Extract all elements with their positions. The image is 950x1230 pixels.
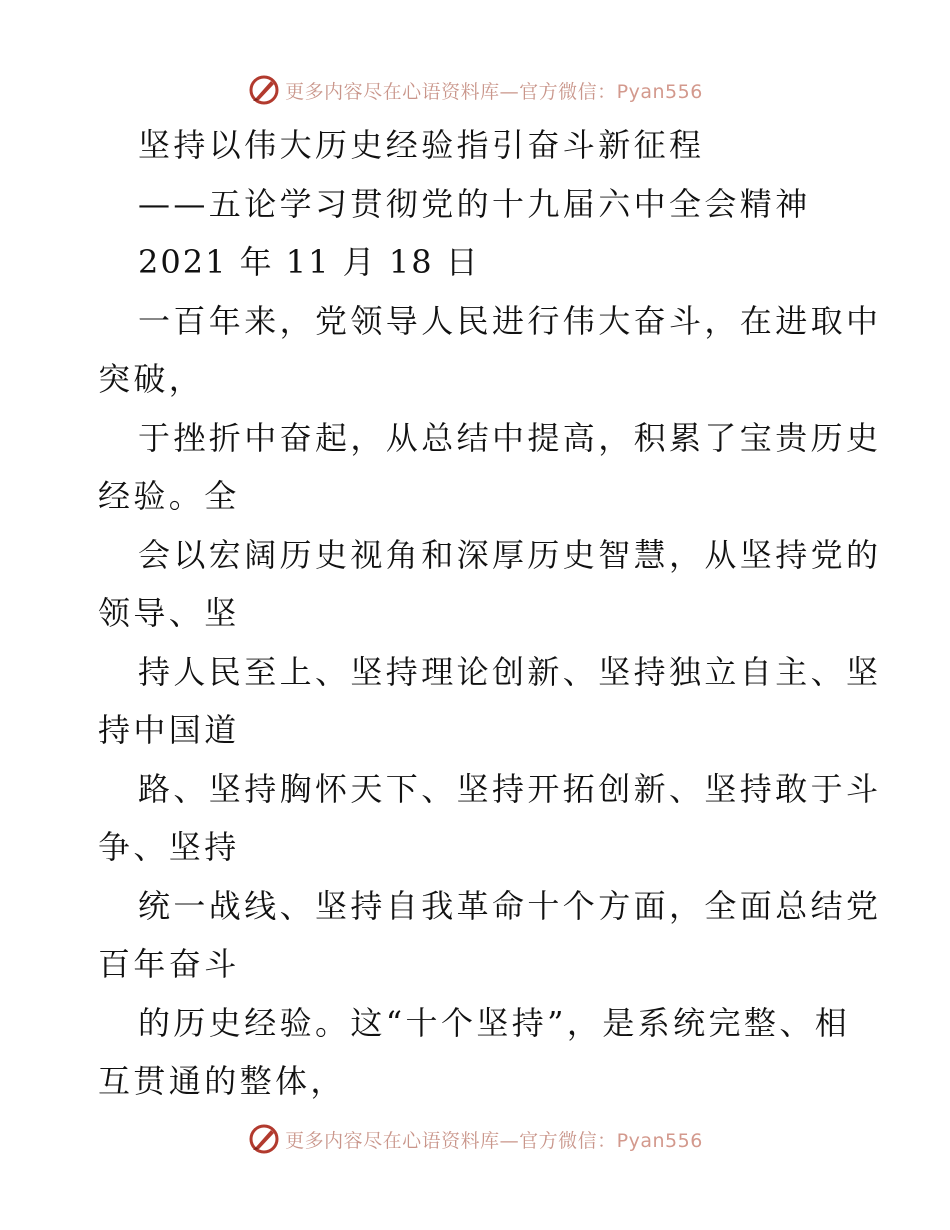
footer-banner-wechat-id: Pyan556: [616, 1129, 703, 1152]
pen-circle-logo-icon: [247, 1122, 281, 1156]
footer-banner-text: [285, 1126, 703, 1153]
footer-banner: [0, 1119, 950, 1159]
header-banner-wechat-id: Pyan556: [616, 80, 703, 103]
paragraph-line: 于挫折中奋起，从总结中提高，积累了宝贵历史: [138, 418, 882, 457]
paragraph-line: 互贯通的整体，: [98, 1062, 346, 1100]
paragraph-line: 百年奋斗: [98, 945, 240, 983]
paragraph-line: 争、坚持: [98, 828, 240, 866]
pen-circle-logo-icon: [247, 73, 281, 107]
paragraph-line: 统一战线、坚持自我革命十个方面，全面总结党: [138, 886, 882, 925]
document-subtitle: ——五论学习贯彻党的十九届六中全会精神: [138, 184, 811, 223]
paragraph-line: 会以宏阔历史视角和深厚历史智慧，从坚持党的: [138, 535, 882, 574]
paragraph-line: 经验。全: [98, 477, 240, 515]
paragraph-line: 突破，: [98, 360, 205, 398]
paragraph-line: 一百年来，党领导人民进行伟大奋斗，在进取中: [138, 301, 882, 340]
footer-banner-cn: 更多内容尽在心语资料库—官方微信：: [285, 1129, 617, 1152]
header-banner-text: [285, 77, 703, 104]
header-banner: [0, 70, 950, 110]
paragraph-line: 路、坚持胸怀天下、坚持开拓创新、坚持敢于斗: [138, 769, 882, 808]
paragraph-line: 领导、坚: [98, 594, 240, 632]
header-banner-cn: 更多内容尽在心语资料库—官方微信：: [285, 80, 617, 103]
paragraph-line: 的历史经验。这“十个坚持”，是系统完整、相: [138, 1003, 851, 1042]
document-body: [98, 116, 882, 1111]
document-date: 2021 年 11 月 18 日: [138, 243, 480, 281]
paragraph-line: 持中国道: [98, 711, 240, 749]
document-title: 坚持以伟大历史经验指引奋斗新征程: [138, 126, 705, 164]
paragraph-line: 持人民至上、坚持理论创新、坚持独立自主、坚: [138, 652, 882, 691]
